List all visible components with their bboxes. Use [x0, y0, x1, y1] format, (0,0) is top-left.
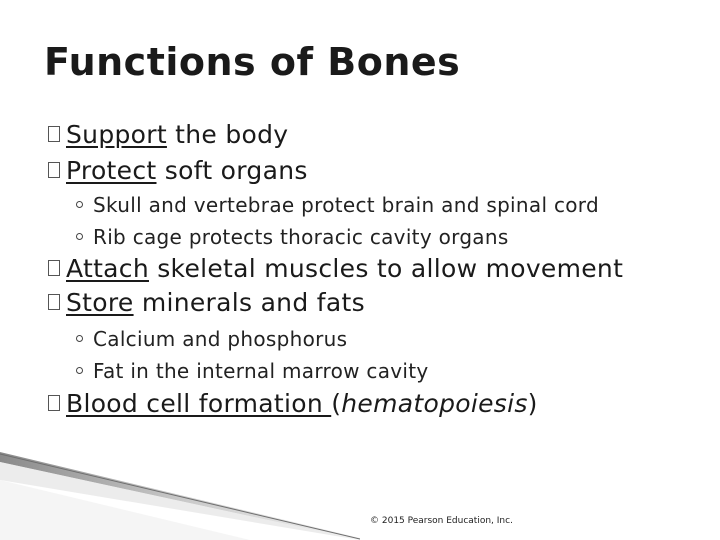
sub-bullet-text: Rib cage protects thoracic cavity organs: [93, 225, 509, 249]
bullet-keyword: Blood cell formation: [66, 389, 332, 418]
bullet-text-close: ): [527, 389, 538, 418]
bullet-keyword: Attach: [66, 254, 149, 283]
bullet-text-open: (: [331, 389, 342, 418]
sub-bullet-text: Fat in the internal marrow cavity: [93, 359, 429, 383]
square-bullet-icon: [48, 126, 60, 142]
circle-bullet-icon: [76, 201, 83, 208]
bullet-text: skeletal muscles to allow movement: [148, 254, 624, 283]
sub-bullet-item: [76, 225, 509, 249]
square-bullet-icon: [48, 162, 60, 178]
circle-bullet-icon: [76, 335, 83, 342]
circle-bullet-icon: [76, 367, 83, 374]
bullet-keyword: Support: [66, 120, 167, 149]
copyright-footer: © 2015 Pearson Education, Inc.: [370, 516, 513, 526]
bullet-item-store: [48, 288, 365, 317]
sub-bullet-item: [76, 327, 347, 351]
square-bullet-icon: [48, 395, 60, 411]
square-bullet-icon: [48, 260, 60, 276]
bullet-keyword: Store: [66, 288, 134, 317]
square-bullet-icon: [48, 294, 60, 310]
bullet-item-blood-cell-formation: [48, 389, 538, 418]
sub-bullet-item: [76, 359, 429, 383]
slide-title: Functions of Bones: [44, 40, 461, 84]
sub-bullet-text: Calcium and phosphorus: [93, 327, 348, 351]
circle-bullet-icon: [76, 233, 83, 240]
bullet-text: minerals and fats: [133, 288, 365, 317]
sub-bullet-item: [76, 193, 599, 217]
bullet-keyword: Protect: [66, 156, 157, 185]
bullet-text-italic: hematopoiesis: [341, 389, 528, 418]
decorative-wedge: [0, 440, 360, 540]
sub-bullet-text: Skull and vertebrae protect brain and spinal cord: [93, 193, 599, 217]
bullet-item-support: [48, 120, 288, 149]
bullet-item-protect: [48, 156, 308, 185]
bullet-text: the body: [166, 120, 289, 149]
bullet-text: soft organs: [156, 156, 308, 185]
bullet-item-attach: [48, 254, 623, 283]
